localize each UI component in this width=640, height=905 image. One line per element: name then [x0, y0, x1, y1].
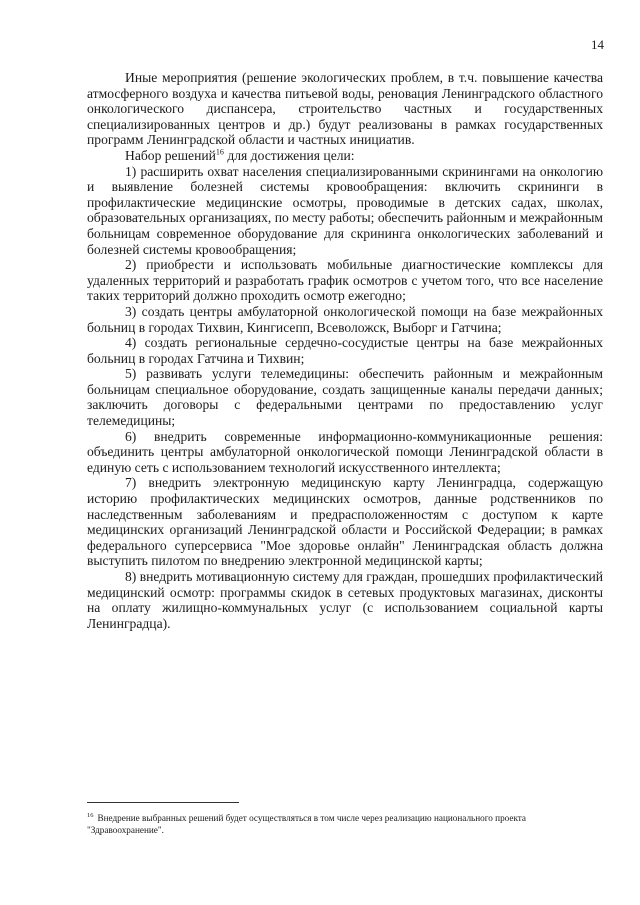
- solution-item-6: 6) внедрить современные информационно-коммуникационные решения: объединить центры амбулаторной онкологической помощи Ленинградской области в единую сеть с использованием технологий искусственного интеллекта;: [87, 428, 603, 475]
- solution-item-2: 2) приобрести и использовать мобильные диагностические комплексы для удаленных территорий и разработать график осмотров с учетом того, что все население таких территорий должно проходить осмотр ежегодно;: [87, 257, 603, 304]
- solution-item-4: 4) создать региональные сердечно-сосудистые центры на базе межрайонных больниц в городах Гатчина и Тихвин;: [87, 335, 603, 366]
- footnote-divider: [87, 802, 239, 803]
- page-number: 14: [591, 37, 604, 52]
- solution-item-8: 8) внедрить мотивационную систему для граждан, прошедших профилактический медицинский осмотр: программы скидок в сетевых продуктовых магазинах, дисконты на оплату жилищно-коммунальных услуг (с использованием социальной карты Ленинградца).: [87, 569, 603, 631]
- solutions-lead-text-end: для достижения цели:: [223, 147, 355, 163]
- footnote-number: 16: [87, 811, 94, 819]
- solution-item-3: 3) создать центры амбулаторной онкологической помощи на базе межрайонных больниц в городах Тихвин, Кингисепп, Всеволожск, Выборг и Гатчина;: [87, 303, 603, 335]
- footnote: [87, 812, 603, 836]
- solutions-lead-text: Набор решений: [125, 147, 216, 163]
- footnote-reference[interactable]: 16: [215, 147, 224, 157]
- solution-item-7: 7) внедрить электронную медицинскую карту Ленинградца, содержащую историю профилактических медицинских осмотров, данные родственников по наследственным заболеваниям и предрасположенностям с доступом к карте медицинских организаций Ленинградской области и Российской Федерации; в рамках федерального суперсервиса "Мое здоровье онлайн" Ленинградская область должна выступить пилотом по внедрению электронной медицинской карты;: [87, 475, 603, 569]
- intro-paragraph: Иные мероприятия (решение экологических проблем, в т.ч. повышение качества атмосферного воздуха и качества питьевой воды, реновация Ленинградского областного онкологического диспансера, строительство частных и государственных специализированных центров и др.) будут реализованы в рамках государственных программ Ленинградской области и частных инициатив.: [87, 70, 603, 148]
- solution-item-1: 1) расширить охват населения специализированными скринингами на онкологию и выявление болезней системы кровообращения: включить скрининги в профилактические медицинские осмотры, проводимые в детских садах, школах, образовательных организациях, по месту работы; обеспечить районным и межрайонным больницам современное оборудование для скрининга онкологических заболеваний и болезней системы кровообращения;: [87, 163, 603, 257]
- solution-item-5: 5) развивать услуги телемедицины: обеспечить районным и межрайонным больницам специальное оборудование, создать защищенные каналы передачи данных; заключить договоры с федеральными центрами по предоставлению услуг телемедицины;: [87, 366, 603, 429]
- document-body: [87, 70, 603, 631]
- footnote-text: Внедрение выбранных решений будет осуществляться в том числе через реализацию национального проекта "Здравоохранение".: [87, 813, 527, 835]
- solutions-lead: [87, 148, 603, 164]
